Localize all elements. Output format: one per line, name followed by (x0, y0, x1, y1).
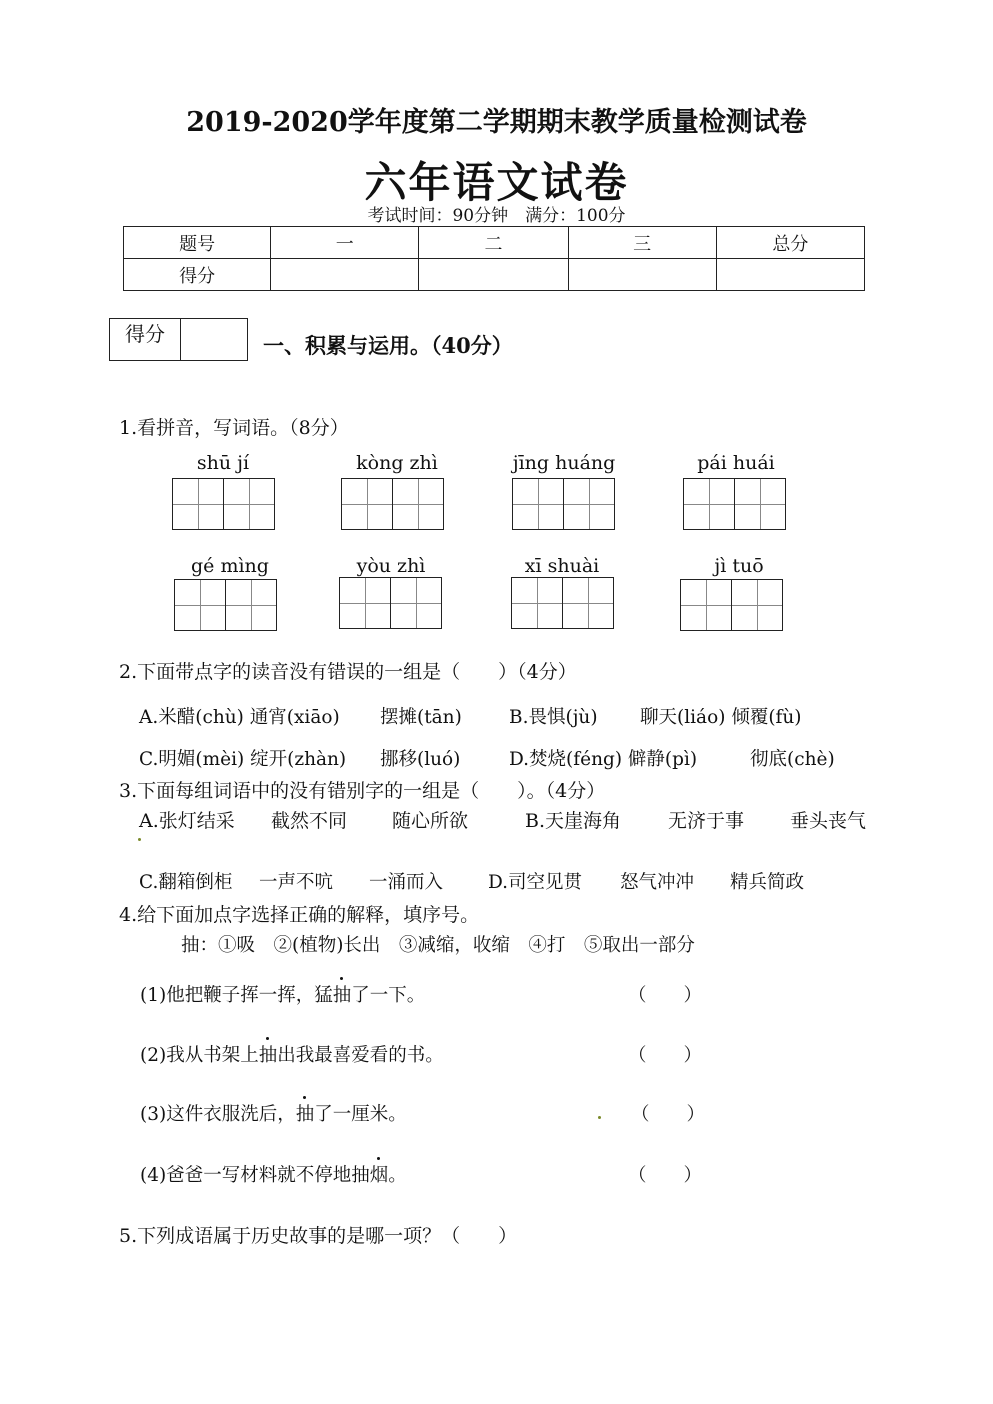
option-text: A.张灯结采 (139, 810, 235, 832)
answer-blank[interactable]: （ ） (628, 1045, 703, 1066)
exam-info: 考试时间：90分钟 满分：100分 (367, 206, 626, 226)
option-text: D.焚烧(féng) 僻静(pì) (509, 749, 698, 770)
writing-grid[interactable] (512, 478, 616, 530)
pinyin-label: kòng zhì (356, 452, 438, 474)
question-2-prompt: 2.下面带点字的读音没有错误的一组是（ ）（4分） (119, 661, 577, 683)
option-text: 精兵简政 (730, 872, 805, 893)
sub-question (140, 1161, 407, 1187)
meaning-list: 抽：①吸 ②(植物)长出 ③减缩，收缩 ④打 ⑤取出一部分 (181, 935, 695, 956)
print-speck (598, 1116, 601, 1119)
option-text: 彻底(chè) (750, 749, 835, 770)
option-text: 无济于事 (668, 810, 745, 832)
dotted-character: 抽 (333, 981, 352, 1007)
option-text: D.司空见贯 (488, 872, 583, 893)
sub-question-text: (3)这件衣服洗后， (140, 1104, 296, 1125)
score-table-cell: 二 (419, 227, 568, 259)
pinyin-label: jīng huáng (512, 452, 616, 474)
section-score-label: 得分 (110, 319, 181, 360)
sub-question-text: 了一厘米。 (314, 1104, 407, 1125)
option-text: 摆摊(tān) (380, 707, 462, 728)
sub-question (140, 981, 425, 1007)
option-text: B.天崖海角 (525, 810, 622, 832)
option-text: 聊天(liáo) 倾覆(fù) (640, 707, 802, 728)
pinyin-label: xī shuài (524, 555, 600, 577)
sub-question-text: 。 (388, 1165, 407, 1186)
writing-grid[interactable] (341, 478, 445, 530)
writing-grid[interactable] (683, 478, 787, 530)
sub-question-text: 出我最喜爱看的书。 (277, 1045, 444, 1066)
option-text: 挪移(luó) (380, 749, 461, 770)
subject-title: 六年语文试卷 (364, 158, 629, 207)
option-text: 截然不同 (271, 810, 348, 832)
score-entry-cell[interactable] (716, 259, 864, 291)
sub-question (140, 1100, 407, 1126)
pinyin-label: yòu zhì (356, 555, 426, 577)
score-table-score-row (124, 259, 865, 291)
print-speck (138, 838, 141, 841)
option-text: 一涌而入 (369, 872, 444, 893)
option-text: 随心所欲 (392, 810, 469, 832)
score-table-cell: 得分 (124, 259, 271, 291)
writing-grid[interactable] (174, 579, 278, 631)
score-entry-cell[interactable] (568, 259, 716, 291)
sub-question-text: (2)我从书架上 (140, 1045, 259, 1066)
question-3-prompt: 3.下面每组词语中的没有错别字的一组是（ ）。（4分） (119, 780, 606, 802)
score-table-cell: 三 (568, 227, 716, 259)
score-table-cell: 题号 (124, 227, 271, 259)
section-title: 一、积累与运用。（40分） (263, 333, 513, 358)
writing-grid[interactable] (172, 478, 276, 530)
score-entry-cell[interactable] (271, 259, 419, 291)
dotted-character: 抽 (259, 1041, 278, 1067)
answer-blank[interactable]: （ ） (628, 1165, 703, 1186)
score-table-cell: 一 (271, 227, 419, 259)
score-table-cell: 总分 (716, 227, 864, 259)
score-table-header-row (124, 227, 865, 259)
option-text: 怒气冲冲 (620, 872, 695, 893)
exam-main-title: 2019-2020学年度第二学期期末教学质量检测试卷 (186, 107, 807, 138)
dotted-character: 抽 (296, 1100, 315, 1126)
answer-blank[interactable]: （ ） (628, 985, 703, 1006)
writing-grid[interactable] (339, 577, 443, 629)
answer-blank[interactable]: （ ） (631, 1104, 706, 1125)
option-text: B.畏惧(jù) (509, 707, 598, 728)
section-score-box (109, 318, 248, 361)
sub-question-text: (4)爸爸一写材料就不停地抽 (140, 1165, 370, 1186)
writing-grid[interactable] (680, 579, 784, 631)
option-text: C.翻箱倒柜 (139, 872, 233, 893)
section-score-entry[interactable] (181, 319, 247, 360)
pinyin-label: gé mìng (191, 555, 269, 577)
writing-grid[interactable] (511, 577, 615, 629)
option-text: A.米醋(chù) 通宵(xiāo) (139, 707, 340, 728)
option-text: 一声不吭 (259, 872, 334, 893)
option-text: 垂头丧气 (790, 810, 867, 832)
score-entry-cell[interactable] (419, 259, 568, 291)
score-table (123, 226, 865, 291)
option-text: C.明媚(mèi) 绽开(zhàn) (139, 749, 347, 770)
sub-question (140, 1041, 444, 1067)
sub-question-text: 了一下。 (351, 985, 426, 1006)
pinyin-label: shū jí (196, 452, 250, 474)
sub-question-text: (1)他把鞭子挥一挥，猛 (140, 985, 333, 1006)
pinyin-label: pái huái (697, 452, 775, 474)
question-4-prompt: 4.给下面加点字选择正确的解释，填序号。 (119, 904, 480, 926)
question-5-prompt: 5.下列成语属于历史故事的是哪一项？（ ） (119, 1225, 518, 1247)
question-1-prompt: 1.看拼音，写词语。（8分） (119, 417, 349, 439)
dotted-character: 烟 (370, 1161, 389, 1187)
pinyin-label: jì tuō (714, 555, 764, 577)
